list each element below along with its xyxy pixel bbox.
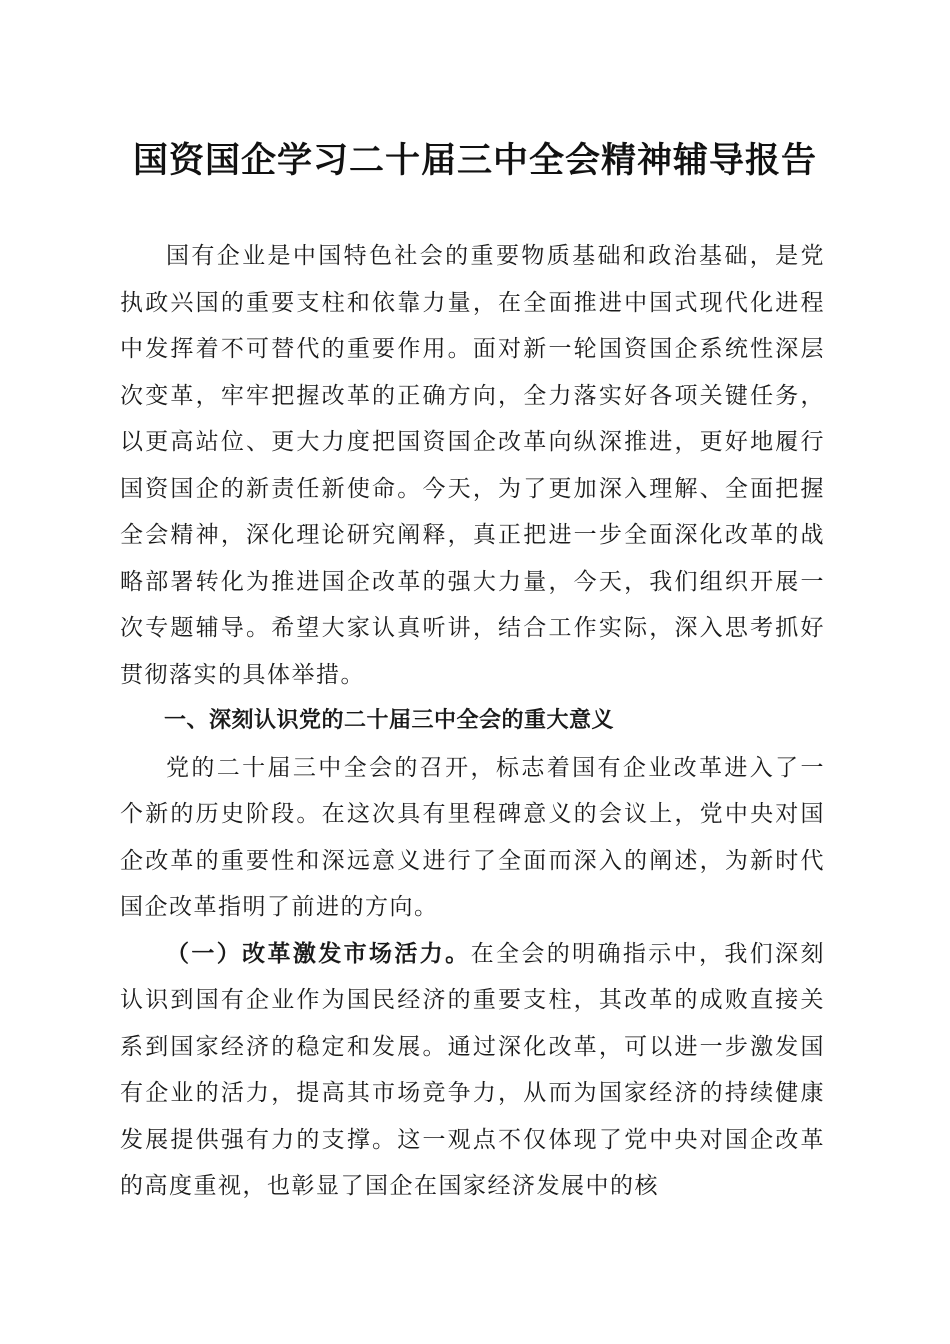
subsection-1-text: 在全会的明确指示中，我们深刻认识到国有企业作为国民经济的重要支柱，其改革的成败直接关系到国家经济的稳定和发展。通过深化改革，可以进一步激发国有企业的活力，提高其市场竞争力，从而为国家经济的持续健康发展提供强有力的支撑。这一观点不仅体现了党中央对国企改革的高度重视，也彰显了国企在国家经济发展中的核	[120, 940, 826, 1199]
intro-paragraph: 国有企业是中国特色社会的重要物质基础和政治基础，是党执政兴国的重要支柱和依靠力量，在全面推进中国式现代化进程中发挥着不可替代的重要作用。面对新一轮国资国企系统性深层次变革，牢牢把握改革的正确方向，全力落实好各项关键任务，以更高站位、更大力度把国资国企改革向纵深推进，更好地履行国资国企的新责任新使命。今天，为了更加深入理解、全面把握全会精神，深化理论研究阐释，真正把进一步全面深化改革的战略部署转化为推进国企改革的强大力量，今天，我们组织开展一次专题辅导。希望大家认真听讲，结合工作实际，深入思考抓好贯彻落实的具体举措。	[120, 243, 825, 688]
document-body	[120, 233, 825, 1210]
section-1-paragraph: 党的二十届三中全会的召开，标志着国有企业改革进入了一个新的历史阶段。在这次具有里程碑意义的会议上，党中央对国企改革的重要性和深远意义进行了全面而深入的阐述，为新时代国企改革指明了前进的方向。	[120, 754, 825, 920]
document-title: 国资国企学习二十届三中全会精神辅导报告	[132, 140, 817, 181]
subsection-1-paragraph	[120, 931, 825, 1210]
section-heading-1: 一、深刻认识党的二十届三中全会的重大意义	[164, 708, 615, 733]
subsection-1-lead: （一）改革激发市场活力。	[166, 939, 471, 967]
